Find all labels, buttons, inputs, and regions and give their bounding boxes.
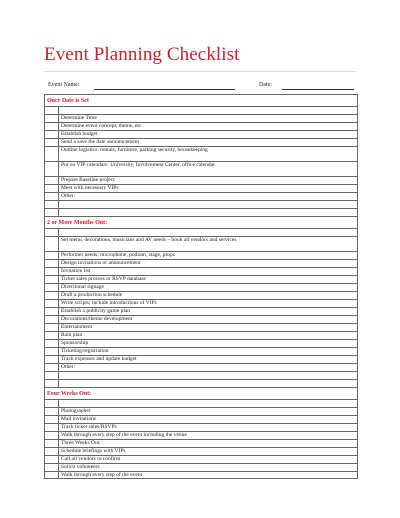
checklist-row [45, 399, 357, 407]
checklist-row [45, 379, 357, 387]
checklist-table [44, 94, 358, 479]
checklist-item-text: Prepare Baseline project [61, 177, 115, 183]
checkbox-cell[interactable] [45, 472, 59, 478]
checklist-row [45, 106, 357, 114]
checklist-item-text: Decorations/theme development [61, 316, 133, 322]
checkbox-cell[interactable] [45, 316, 59, 323]
checkbox-cell[interactable] [45, 372, 59, 379]
checkbox-cell[interactable] [45, 123, 59, 130]
checkbox-cell[interactable] [45, 440, 59, 447]
checklist-row [45, 208, 357, 216]
checkbox-cell[interactable] [45, 424, 59, 431]
checklist-row [45, 146, 357, 161]
checkbox-cell[interactable] [45, 348, 59, 355]
checkbox-cell[interactable] [45, 252, 59, 259]
checklist-item-text: Track expenses and update budget [61, 356, 137, 362]
event-info-row [44, 80, 356, 92]
checkbox-cell[interactable] [45, 193, 59, 200]
checklist-row [45, 114, 357, 122]
checklist-row [45, 307, 357, 315]
checkbox-cell[interactable] [45, 284, 59, 291]
checklist-item-text [59, 229, 357, 236]
checkbox-cell[interactable] [45, 416, 59, 423]
checkbox-cell[interactable] [45, 276, 59, 283]
checklist-item-text: Call all vendors to confirm [61, 456, 121, 462]
checkbox-cell[interactable] [45, 356, 59, 363]
checklist-row [45, 291, 357, 299]
checklist-item-text [59, 209, 357, 216]
checkbox-cell[interactable] [45, 107, 59, 114]
checklist-item-text [59, 107, 357, 114]
checklist-row [45, 176, 357, 184]
title-divider [44, 71, 356, 72]
checklist-row [45, 299, 357, 307]
checkbox-cell[interactable] [45, 229, 59, 236]
checklist-item-text: Walk through every step of the event including the venue [61, 432, 187, 438]
checklist-row [45, 192, 357, 200]
checklist-item-text: Sponsorship [61, 340, 89, 346]
checklist-row [45, 423, 357, 431]
checklist-row [45, 339, 357, 347]
checklist-item-text: Establish a publicity game plan [61, 308, 131, 314]
checklist-item-text [59, 380, 357, 387]
checklist-item-text: Entertainment [61, 324, 93, 330]
checklist-item-text: Walk through every step of the event [61, 472, 143, 478]
checkbox-cell[interactable] [45, 185, 59, 192]
checklist-row [45, 138, 357, 146]
checkbox-cell[interactable] [45, 177, 59, 184]
checklist-row [45, 431, 357, 439]
checklist-item-text: Ticket sales process or RSVP database [61, 276, 146, 282]
checklist-row [45, 363, 357, 371]
checklist-row [45, 259, 357, 267]
event-name-label: Event Name: [48, 82, 80, 88]
checkbox-cell[interactable] [45, 456, 59, 463]
checklist-item-text: Determine event concept, theme, etc. [61, 123, 143, 129]
checklist-row [45, 471, 357, 479]
checkbox-cell[interactable] [45, 131, 59, 138]
checklist-row [45, 161, 357, 176]
checklist-row [45, 439, 357, 447]
checklist-item-text: Three Weeks Out: [61, 440, 101, 446]
checklist-row [45, 347, 357, 355]
checklist-item-text: Rain plan [61, 332, 83, 338]
checkbox-cell[interactable] [45, 162, 59, 176]
checkbox-cell[interactable] [45, 209, 59, 216]
checklist-item-text: Design invitations or announcement [61, 260, 141, 266]
checkbox-cell[interactable] [45, 380, 59, 387]
checklist-item-text [59, 201, 357, 208]
checklist-row [45, 122, 357, 130]
checklist-row [45, 228, 357, 236]
checkbox-cell[interactable] [45, 464, 59, 471]
checklist-item-text: Outline logistics: rentals, furniture, parking security, housekeeping [61, 147, 208, 153]
checklist-item-text: Set menu, decorations, musicians and AV needs – book all vendors and services [61, 237, 237, 243]
checklist-item-text: Performer needs; microphone, podium, stage, props [61, 252, 175, 258]
date-label: Date: [259, 82, 272, 88]
checklist-item-text: Solicit volunteers [61, 464, 100, 470]
checklist-item-text: Other: [61, 193, 76, 199]
event-name-field[interactable] [94, 89, 235, 90]
checklist-row [45, 323, 357, 331]
checklist-item-text: Write scripts; include introductions of VIPs [61, 300, 157, 306]
checklist-row [45, 415, 357, 423]
checklist-row [45, 455, 357, 463]
checklist-row [45, 407, 357, 415]
checklist-item-text: Put on VIP calendars: University, Involvement Center, office calendar [61, 162, 215, 168]
checklist-item-text: Directional signage [61, 284, 104, 290]
checklist-item-text: Establish budget [61, 131, 98, 137]
checklist-row [45, 283, 357, 291]
checklist-row [45, 236, 357, 251]
date-field[interactable] [282, 89, 354, 90]
checkbox-cell[interactable] [45, 364, 59, 371]
checkbox-cell[interactable] [45, 139, 59, 146]
checkbox-cell[interactable] [45, 268, 59, 275]
checkbox-cell[interactable] [45, 292, 59, 299]
checklist-item-text: Send a save the date announcement [61, 139, 140, 145]
section-heading: 2 or More Months Out: [45, 216, 357, 228]
checklist-item-text: Determine Time [61, 115, 97, 121]
checkbox-cell[interactable] [45, 115, 59, 122]
checklist-row [45, 130, 357, 138]
checklist-row [45, 184, 357, 192]
checklist-row [45, 275, 357, 283]
checkbox-cell[interactable] [45, 408, 59, 415]
checkbox-cell[interactable] [45, 432, 59, 439]
checklist-row [45, 251, 357, 259]
checklist-item-text: Mail invitations [61, 416, 96, 422]
checklist-item-text [59, 372, 357, 379]
checklist-row [45, 200, 357, 208]
checkbox-cell[interactable] [45, 400, 59, 407]
checkbox-cell[interactable] [45, 324, 59, 331]
checklist-item-text: Invitation list [61, 268, 91, 274]
checkbox-cell[interactable] [45, 340, 59, 347]
checklist-item-text: Ticketing/registration [61, 348, 109, 354]
checklist-item-text: Schedule briefings with VIPs [61, 448, 126, 454]
checkbox-cell[interactable] [45, 300, 59, 307]
checklist-row [45, 331, 357, 339]
checklist-item-text [59, 400, 357, 407]
checklist-row [45, 463, 357, 471]
checkbox-cell[interactable] [45, 147, 59, 161]
checklist-row [45, 371, 357, 379]
checklist-item-text: Photographer [61, 408, 91, 414]
checkbox-cell[interactable] [45, 448, 59, 455]
section-heading: Four Weeks Out: [45, 387, 357, 399]
checklist-item-text: Other: [61, 364, 76, 370]
checkbox-cell[interactable] [45, 260, 59, 267]
checkbox-cell[interactable] [45, 332, 59, 339]
section-heading: Once Date is Set [45, 94, 357, 106]
checkbox-cell[interactable] [45, 308, 59, 315]
checklist-row [45, 267, 357, 275]
checklist-row [45, 315, 357, 323]
checklist-row [45, 355, 357, 363]
checklist-item-text: Meet with necessary VIPs [61, 185, 119, 191]
page-title: Event Planning Checklist [44, 44, 240, 65]
checkbox-cell[interactable] [45, 201, 59, 208]
checklist-row [45, 447, 357, 455]
checklist-item-text: Draft a production schedule [61, 292, 123, 298]
checkbox-cell[interactable] [45, 237, 59, 251]
checklist-item-text: Track ticket sales/RSVPs [61, 424, 117, 430]
